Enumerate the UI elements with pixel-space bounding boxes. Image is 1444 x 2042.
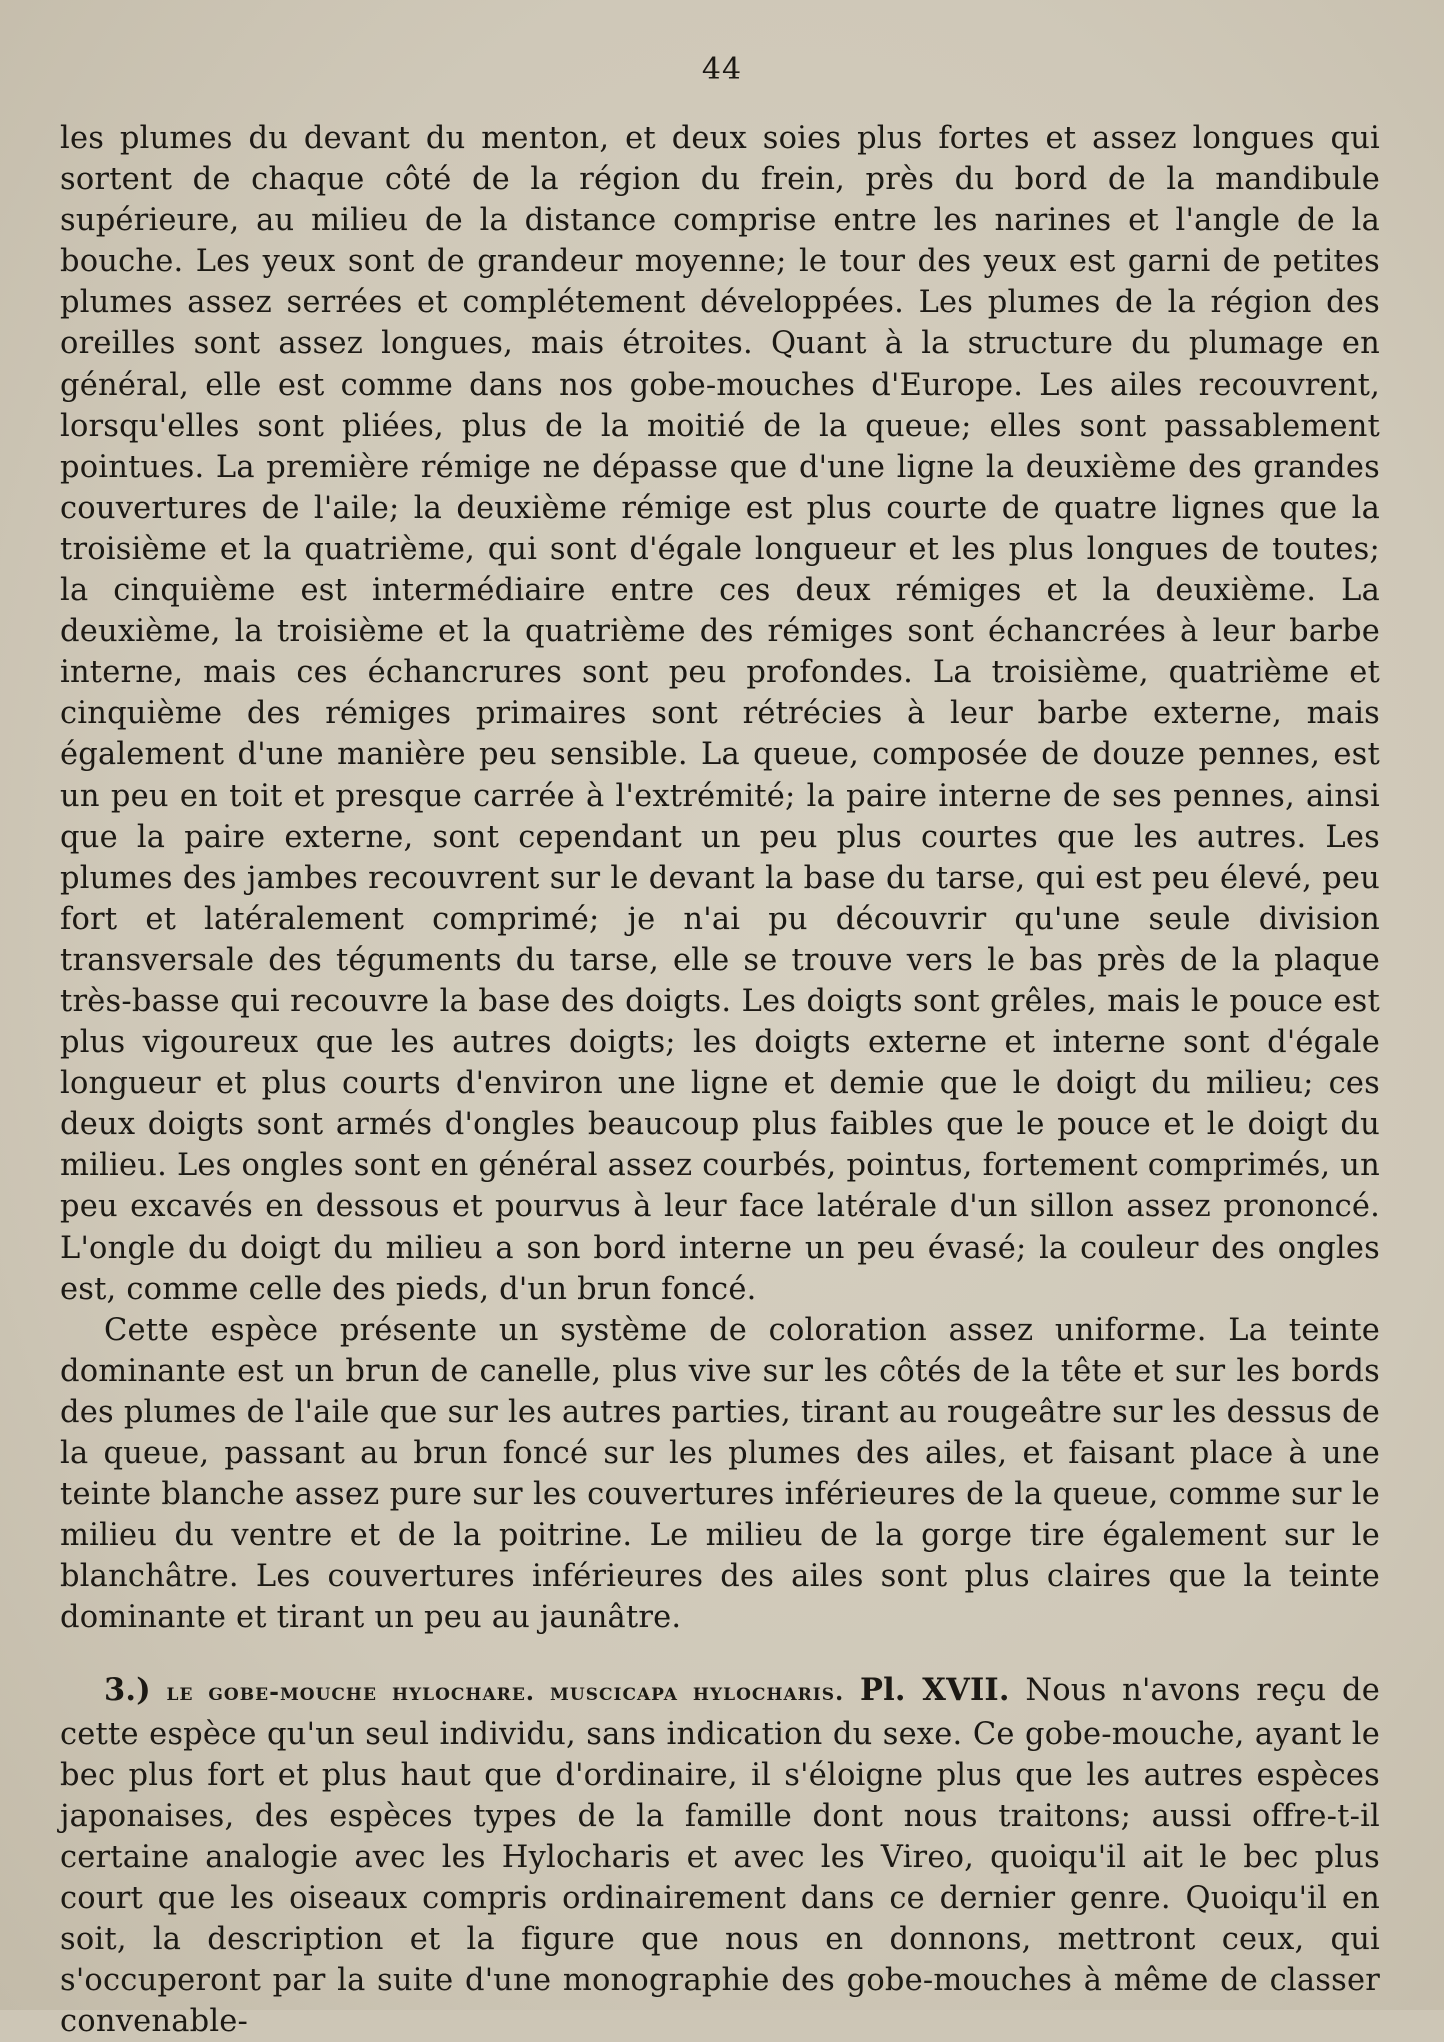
page-number: 44 — [701, 52, 743, 87]
paragraph-species-entry — [60, 1670, 1380, 2042]
species-heading: le gobe-mouche hylochare. muscicapa hylocharis. — [166, 1678, 845, 1707]
species-description: Nous n'avons reçu de cette espèce qu'un seul individu, sans indication du sexe. Ce gobe-mouche, ayant le bec plus fort et plus haut que d'ordinaire, il s'éloigne plus que les autres espèces japonaises, des espèces types de la famille dont nous traitons; aussi offre-t-il certaine analogie avec les Hylocharis et avec les Vireo, quoiqu'il ait le bec plus court que les oiseaux compris ordinairement dans ce dernier genre. Quoiqu'il en soit, la description et la figure que nous en donnons, mettront ceux, qui s'occuperont par la suite d'une monographie des gobe-mouches à même de classer convenable- — [60, 1673, 1380, 2040]
body-text — [60, 118, 1380, 2042]
paragraph-anatomy: les plumes du devant du menton, et deux soies plus fortes et assez longues qui sortent de chaque côté de la région du frein, près du bord de la mandibule supérieure, au milieu de la distance comprise entre les narines et l'angle de la bouche. Les yeux sont de grandeur moyenne; le tour des yeux est garni de petites plumes assez serrées et complétement développées. Les plumes de la région des oreilles sont assez longues, mais étroites. Quant à la structure du plumage en général, elle est comme dans nos gobe-mouches d'Europe. Les ailes recouvrent, lorsqu'elles sont pliées, plus de la moitié de la queue; elles sont passablement pointues. La première rémige ne dépasse que d'une ligne la deuxième des grandes couvertures de l'aile; la deuxième rémige est plus courte de quatre lignes que la troisième et la quatrième, qui sont d'égale longueur et les plus longues de toutes; la cinquième est intermédiaire entre ces deux rémiges et la deuxième. La deuxième, la troisième et la quatrième des rémiges sont échancrées à leur barbe interne, mais ces échancrures sont peu profondes. La troisième, quatrième et cinquième des rémiges primaires sont rétrécies à leur barbe externe, mais également d'une manière peu sensible. La queue, composée de douze pennes, est un peu en toit et presque carrée à l'extrémité; la paire interne de ses pennes, ainsi que la paire externe, sont cependant un peu plus courtes que les autres. Les plumes des jambes recouvrent sur le devant la base du tarse, qui est peu élevé, peu fort et latéralement comprimé; je n'ai pu découvrir qu'une seule division transversale des téguments du tarse, elle se trouve vers le bas près de la plaque très-basse qui recouvre la base des doigts. Les doigts sont grêles, mais le pouce est plus vigoureux que les autres doigts; les doigts externe et interne sont d'égale longueur et plus courts d'environ une ligne et demie que le doigt du milieu; ces deux doigts sont armés d'ongles beaucoup plus faibles que le pouce et le doigt du milieu. Les ongles sont en général assez courbés, pointus, fortement comprimés, un peu excavés en dessous et pourvus à leur face latérale d'un sillon assez prononcé. L'ongle du doigt du milieu a son bord interne un peu évasé; la couleur des ongles est, comme celle des pieds, d'un brun foncé. — [60, 121, 1380, 1307]
species-number: 3.) — [104, 1672, 151, 1709]
plate-reference: Pl. XVII. — [859, 1672, 1010, 1709]
paragraph-coloration: Cette espèce présente un système de coloration assez uniforme. La teinte dominante est un brun de canelle, plus vive sur les côtés de la tête et sur les bords des plumes de l'aile que sur les autres parties, tirant au rougeâtre sur les dessus de la queue, passant au brun foncé sur les plumes des ailes, et faisant place à une teinte blanche assez pure sur les couvertures inférieures de la queue, comme sur le milieu du ventre et de la poitrine. Le milieu de la gorge tire également sur le blanchâtre. Les couvertures inférieures des ailes sont plus claires que la teinte dominante et tirant un peu au jaunâtre. — [60, 1312, 1380, 1636]
